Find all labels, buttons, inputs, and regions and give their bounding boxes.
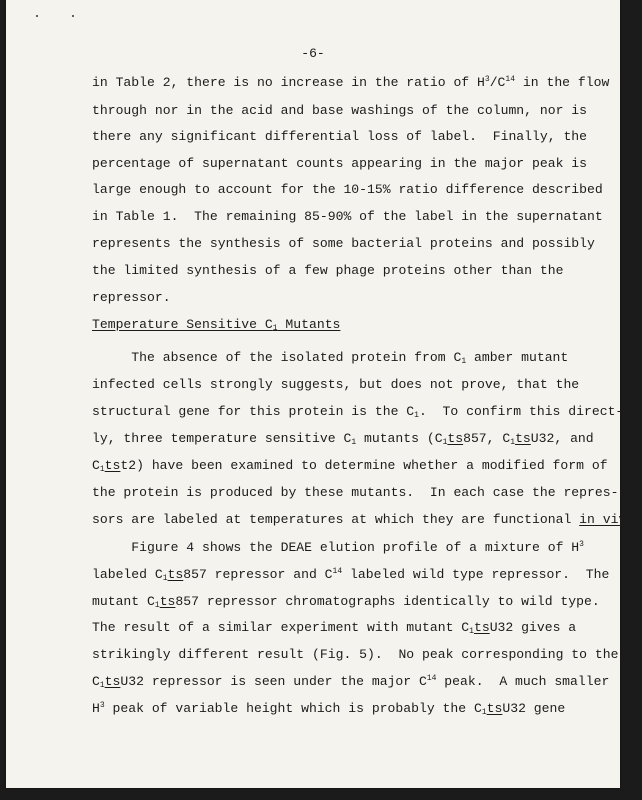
text-line: sors are labeled at temperatures at which they are functional in vivo.: [92, 512, 642, 527]
page-number: -6-: [301, 46, 325, 61]
text-line: infected cells strongly suggests, but does not prove, that the: [92, 377, 580, 392]
text-line: through nor in the acid and base washings of the column, nor is: [92, 103, 588, 118]
text-line: percentage of supernatant counts appearing in the major peak is: [92, 156, 588, 171]
document-page: [6, 0, 642, 788]
text-line: repressor.: [92, 290, 171, 305]
text-line: mutant $C_1ts857$ repressor chromatographs identically to wild type.: [92, 594, 600, 610]
text-line: labeled $C_1ts857$ repressor and $C^{14}$ labeled wild type repressor. The: [92, 567, 610, 583]
text-line: represents the synthesis of some bacterial proteins and possibly: [92, 236, 595, 251]
text-line: Figure 4 shows the DEAE elution profile of a mixture of $H^3$: [92, 540, 584, 555]
text-line: The result of a similar experiment with mutant $C_1tsU32$ gives a: [92, 620, 577, 636]
text-line: in Table 1. The remaining 85-90% of the label in the supernatant: [92, 209, 603, 224]
scan-speck: [36, 15, 38, 17]
text-line: ly, three temperature sensitive $C_1$ mutants ($C_1ts857$, $C_1tsU32$, and: [92, 431, 594, 447]
text-line: structural gene for this protein is the $C_1$. To confirm this direct-: [92, 404, 624, 420]
text-line: there any significant differential loss of label. Finally, the: [92, 129, 588, 144]
text-line: The absence of the isolated protein from $C_1$ amber mutant: [92, 350, 569, 366]
section-heading: Temperature Sensitive $C_1$ Mutants: [92, 317, 341, 333]
text-line: $C_1tsU32$ repressor is seen under the major $C^{14}$ peak. A much smaller: [92, 674, 610, 690]
text-line: the protein is produced by these mutants. In each case the repres-: [92, 485, 619, 500]
text-line: in Table 2, there is no increase in the ratio of $H^3/C^{14}$ in the flow: [92, 75, 610, 90]
text-line: $H^3$ peak of variable height which is probably the $C_1tsU32$ gene: [92, 701, 566, 717]
scan-speck: [72, 15, 74, 17]
text-line: strikingly different result (Fig. 5). No peak corresponding to the: [92, 647, 619, 662]
text-line: the limited synthesis of a few phage proteins other than the: [92, 263, 564, 278]
text-line: large enough to account for the 10-15% ratio difference described: [92, 182, 603, 197]
text-line: $C_1tst2$) have been examined to determine whether a modified form of: [92, 458, 608, 474]
